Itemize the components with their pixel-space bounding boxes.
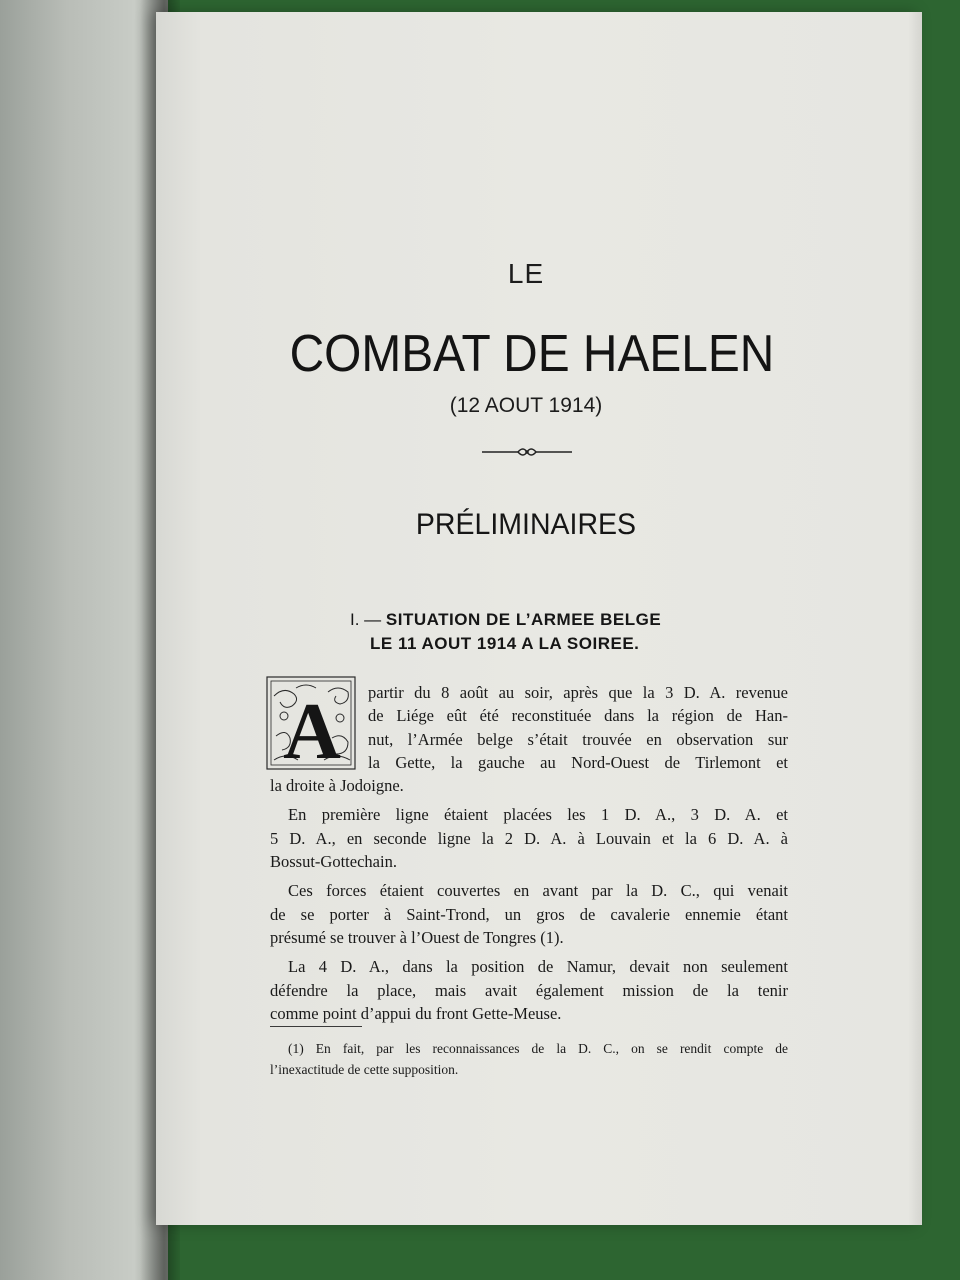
- text-line: La 4 D. A., dans la position de Namur, devait non seulement: [288, 957, 788, 977]
- page-edge-shadow: [908, 12, 922, 1225]
- paragraph-3: [270, 879, 788, 949]
- chapter-heading: [350, 608, 661, 656]
- text-line: Bossut-Gottechain.: [270, 852, 397, 872]
- book-page: [156, 12, 922, 1225]
- footnote-line: l’inexactitude de cette supposition.: [270, 1062, 459, 1077]
- text-line: 5 D. A., en seconde ligne la 2 D. A. à Louvain et la 6 D. A. à: [270, 828, 788, 848]
- text-line: de Liége eût été reconstituée dans la région de Han-: [368, 706, 788, 726]
- text-line: la droite à Jodoigne.: [270, 776, 404, 796]
- text-line: comme point d’appui du front Gette-Meuse.: [270, 1003, 562, 1023]
- text-line: présumé se trouver à l’Ouest de Tongres (1).: [270, 927, 564, 947]
- text-line: défendre la place, mais avait également mission de la tenir: [270, 980, 788, 1000]
- chapter-number: I. —: [350, 610, 382, 629]
- title-le: LE: [507, 258, 545, 289]
- footnote-rule: [270, 1026, 362, 1027]
- paragraph-2: [270, 803, 788, 873]
- dropcap-letter: A: [283, 688, 341, 770]
- chapter-title-line1: SITUATION DE L’ARMEE BELGE: [385, 610, 662, 629]
- ornament-divider-icon: [482, 444, 572, 460]
- footnote-line: (1) En fait, par les reconnaissances de la D. C., on se rendit compte de: [288, 1041, 788, 1056]
- text-line: partir du 8 août au soir, après que la 3 D. A. revenue: [368, 683, 788, 702]
- text-line: de se porter à Saint-Trond, un gros de cavalerie ennemie étant: [270, 904, 788, 924]
- paragraph-4: [270, 955, 788, 1025]
- paragraph-1: [270, 681, 788, 797]
- chapter-title-line2: LE 11 AOUT 1914 A LA SOIREE.: [370, 634, 640, 653]
- page-title: COMBAT DE HAELEN: [289, 325, 775, 383]
- text-line: la Gette, la gauche au Nord-Ouest de Tirlemont et: [368, 752, 788, 772]
- body-text: [270, 681, 788, 1031]
- text-line: En première ligne étaient placées les 1 D. A., 3 D. A. et: [288, 805, 788, 825]
- text-line: nut, l’Armée belge s’était trouvée en observation sur: [368, 729, 788, 749]
- title-date: (12 AOUT 1914): [449, 394, 603, 417]
- text-line: Ces forces étaient couvertes en avant par la D. C., qui venait: [288, 881, 788, 901]
- section-title: PRÉLIMINAIRES: [415, 508, 637, 541]
- footnote: [270, 1038, 788, 1080]
